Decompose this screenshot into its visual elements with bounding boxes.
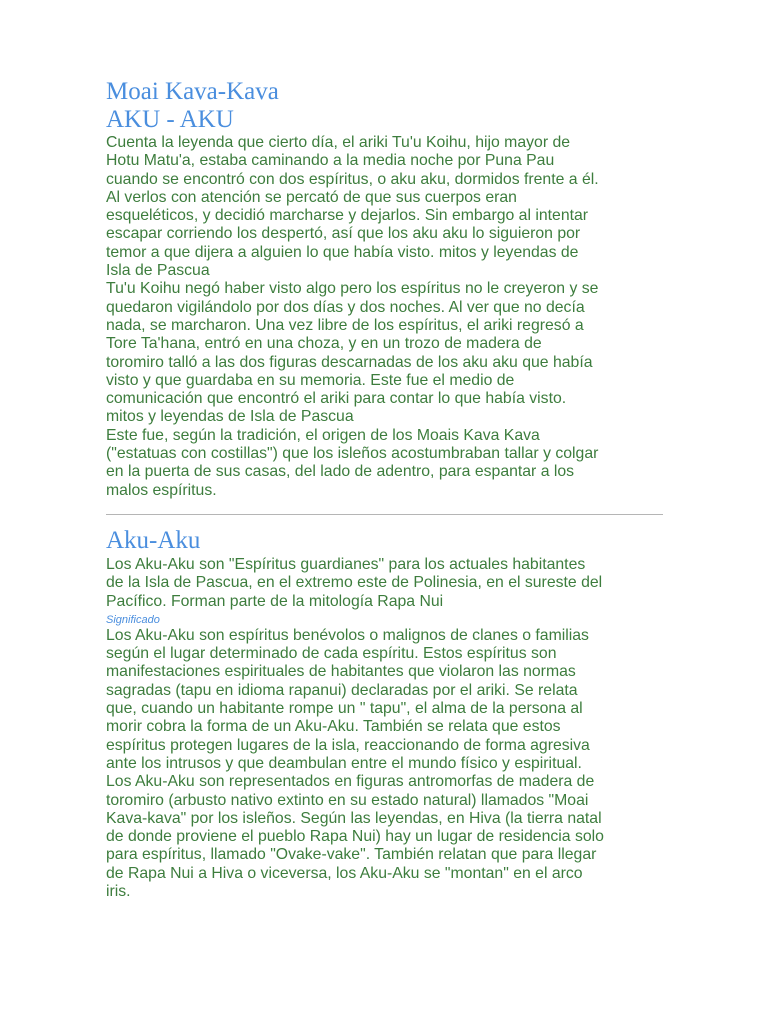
paragraph-line: Tu'u Koihu negó haber visto algo pero los espíritus no le creyeron y se bbox=[106, 280, 599, 298]
paragraph-line: quedaron vigilándolo por dos días y dos noches. Al ver que no decía bbox=[106, 298, 585, 316]
paragraph-line: toromiro (arbusto nativo extinto en su estado natural) llamados "Moai bbox=[106, 791, 589, 809]
paragraph-line: Este fue, según la tradición, el origen de los Moais Kava Kava bbox=[106, 426, 540, 444]
paragraph-line: sagradas (tapu en idioma rapanui) declaradas por el ariki. Se relata bbox=[106, 681, 578, 699]
paragraph-line: Al verlos con atención se percató de que sus cuerpos eran bbox=[106, 188, 517, 206]
paragraph-line: Los Aku-Aku son espíritus benévolos o malignos de clanes o familias bbox=[106, 626, 589, 644]
paragraph-line: para espíritus, llamado "Ovake-vake". También relatan que para llegar bbox=[106, 846, 597, 864]
paragraph-line: visto y que guardaba en su memoria. Este fue el medio de bbox=[106, 371, 515, 389]
section-2-title: Aku-Aku bbox=[106, 526, 201, 554]
paragraph-line: Pacífico. Forman parte de la mitología Rapa Nui bbox=[106, 592, 444, 610]
paragraph-line: escapar corriendo los despertó, así que los aku aku lo siguieron por bbox=[106, 225, 581, 243]
section-2-subtitle: Significado bbox=[106, 613, 160, 626]
section-2-body bbox=[106, 627, 666, 901]
horizontal-divider bbox=[106, 514, 663, 515]
paragraph-line: Kava-kava" por los isleños. Según las leyendas, en Hiva (la tierra natal bbox=[106, 809, 602, 827]
paragraph-line: comunicación que encontró el ariki para contar lo que había visto. bbox=[106, 390, 567, 408]
paragraph-line: mitos y leyendas de Isla de Pascua bbox=[106, 408, 354, 426]
paragraph-line: en la puerta de sus casas, del lado de adentro, para espantar a los bbox=[106, 463, 575, 481]
document-page bbox=[106, 78, 666, 901]
paragraph-line: iris. bbox=[106, 882, 131, 900]
paragraph-line: de donde proviene el pueblo Rapa Nui) hay un lugar de residencia solo bbox=[106, 828, 604, 846]
paragraph-line: cuando se encontró con dos espíritus, o aku aku, dormidos frente a él. bbox=[106, 170, 599, 188]
paragraph-line: ("estatuas con costillas") que los isleños acostumbraban tallar y colgar bbox=[106, 445, 599, 463]
paragraph-line: nada, se marcharon. Una vez libre de los espíritus, el ariki regresó a bbox=[106, 316, 584, 334]
paragraph-line: Cuenta la leyenda que cierto día, el ariki Tu'u Koihu, hijo mayor de bbox=[106, 134, 571, 151]
paragraph-line: Tore Ta'hana, entró en una choza, y en un trozo de madera de bbox=[106, 335, 542, 353]
paragraph-line: esqueléticos, y decidió marcharse y dejarlos. Sin embargo al intentar bbox=[106, 207, 589, 225]
paragraph-line: malos espíritus. bbox=[106, 481, 217, 499]
section-1-title-line-1: Moai Kava-Kava bbox=[106, 78, 279, 105]
section-1-body bbox=[106, 134, 666, 500]
paragraph-line: Isla de Pascua bbox=[106, 262, 210, 280]
paragraph-line: espíritus protegen lugares de la isla, reaccionando de forma agresiva bbox=[106, 736, 590, 754]
paragraph-line: de Rapa Nui a Hiva o viceversa, los Aku-Aku se "montan" en el arco bbox=[106, 864, 583, 882]
paragraph-line: Los Aku-Aku son representados en figuras antromorfas de madera de bbox=[106, 773, 595, 791]
paragraph-line: de la Isla de Pascua, en el extremo este de Polinesia, en el sureste del bbox=[106, 574, 603, 592]
paragraph-line: ante los intrusos y que deambulan entre el mundo físico y espiritual. bbox=[106, 754, 582, 772]
paragraph-line: Hotu Matu'a, estaba caminando a la media noche por Puna Pau bbox=[106, 152, 555, 170]
paragraph-line: Los Aku-Aku son "Espíritus guardianes" para los actuales habitantes bbox=[106, 555, 586, 573]
paragraph-line: según el lugar determinado de cada espíritu. Estos espíritus son bbox=[106, 645, 557, 663]
paragraph-line: morir cobra la forma de un Aku-Aku. También se relata que estos bbox=[106, 718, 561, 736]
paragraph-line: que, cuando un habitante rompe un " tapu", el alma de la persona al bbox=[106, 700, 583, 718]
paragraph-line: manifestaciones espirituales de habitantes que violaron las normas bbox=[106, 663, 576, 681]
section-2-intro bbox=[106, 556, 666, 611]
section-1-title-line-2: AKU - AKU bbox=[106, 106, 234, 133]
paragraph-line: toromiro talló a las dos figuras descarnadas de los aku aku que había bbox=[106, 353, 593, 371]
paragraph-line: temor a que dijera a alguien lo que había visto. mitos y leyendas de bbox=[106, 243, 579, 261]
